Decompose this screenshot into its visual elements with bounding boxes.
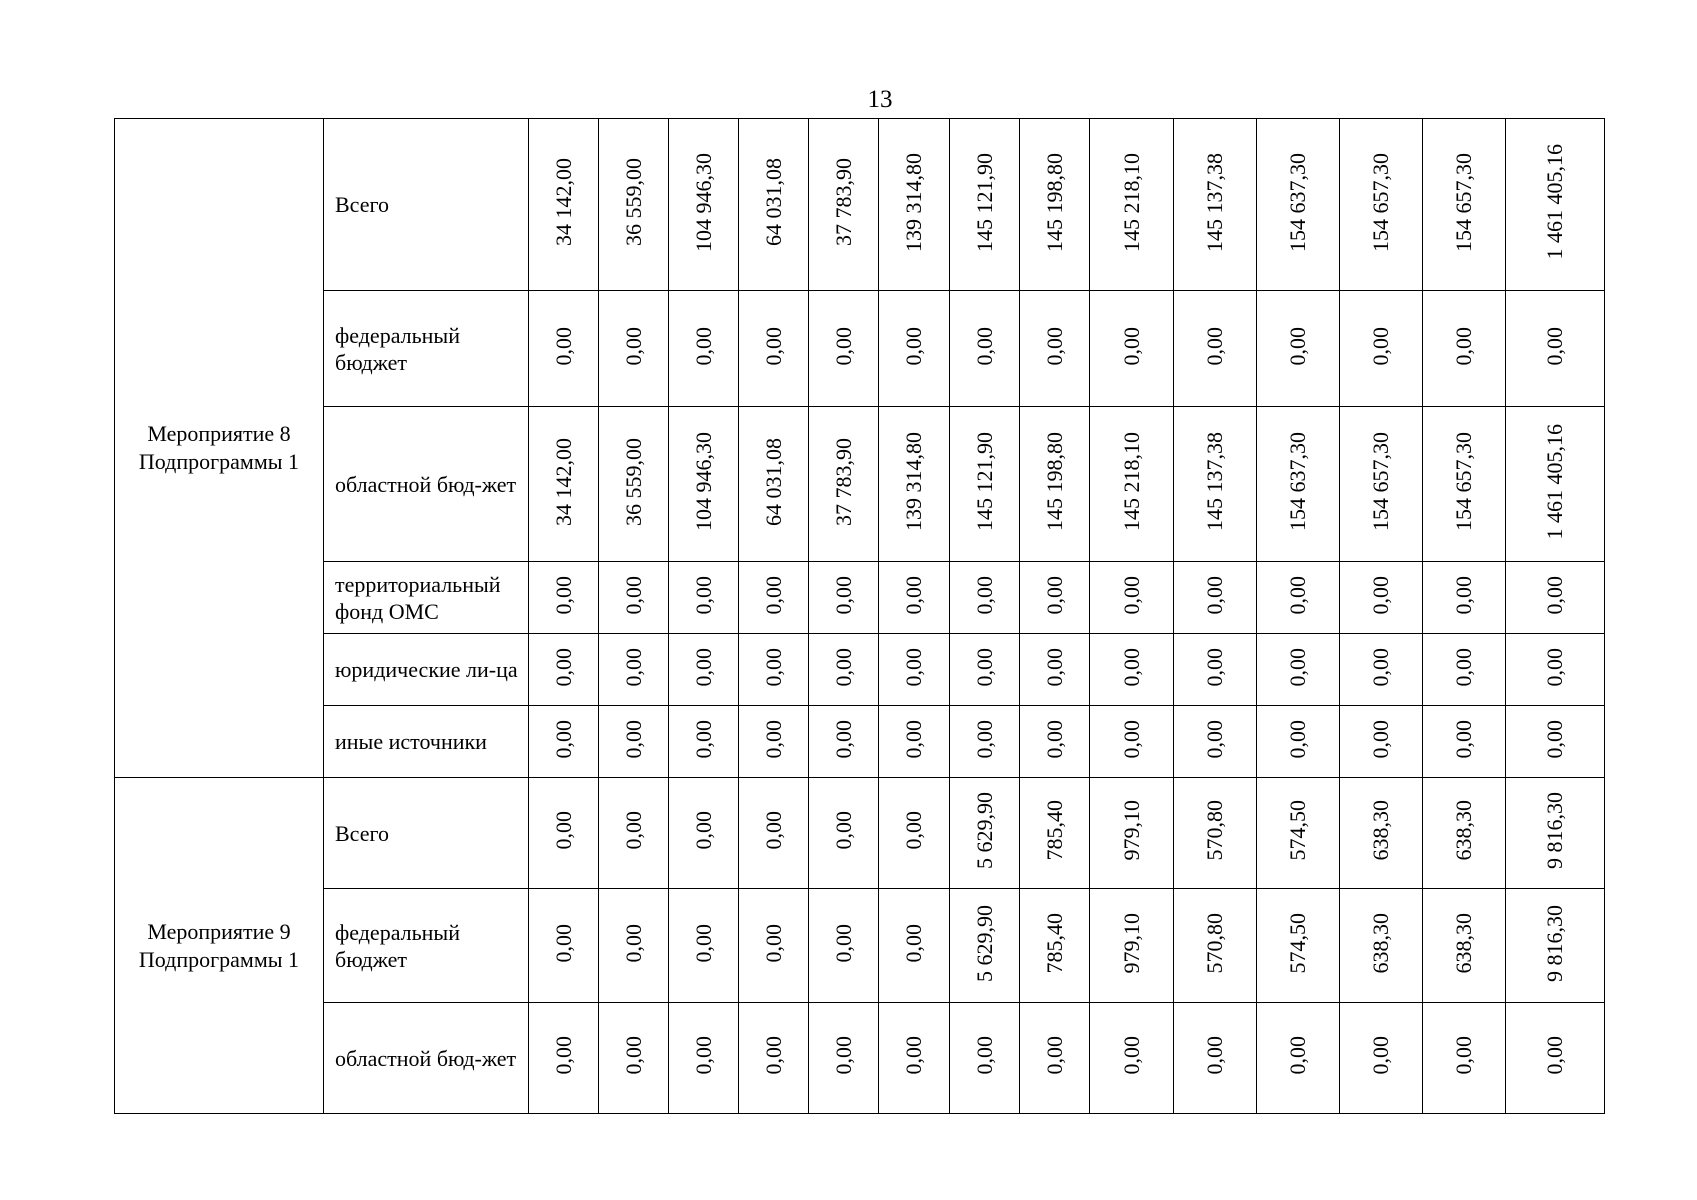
event-name-cell	[115, 778, 324, 1114]
value-text: 145 137,38	[1202, 432, 1227, 531]
value-cell	[669, 706, 739, 778]
value-cell	[1174, 706, 1257, 778]
value-cell	[1340, 634, 1423, 706]
value-cell	[1090, 407, 1174, 562]
value-cell	[599, 778, 669, 889]
value-cell	[1423, 706, 1506, 778]
value-text: 0,00	[1118, 719, 1144, 759]
value-cell	[950, 291, 1020, 407]
value-text: 154 657,30	[1368, 152, 1393, 252]
value-text: 0,00	[1451, 1036, 1476, 1075]
value-cell	[950, 889, 1020, 1003]
value-text: 0,00	[1118, 1036, 1144, 1075]
value-cell	[529, 634, 599, 706]
value-cell	[1423, 778, 1506, 889]
value-cell	[950, 562, 1020, 634]
value-cell	[1423, 562, 1506, 634]
value-text: 0,00	[1542, 575, 1567, 615]
funding-source-cell: федеральный бюджет	[324, 889, 529, 1003]
value-text: 145 218,10	[1118, 152, 1144, 252]
value-cell	[1020, 407, 1090, 562]
value-text: 0,00	[1451, 647, 1476, 687]
value-text: 154 657,30	[1451, 152, 1476, 252]
value-cell	[1340, 119, 1423, 291]
value-text: 0,00	[1202, 326, 1227, 366]
value-cell	[669, 407, 739, 562]
value-cell	[1174, 291, 1257, 407]
value-text: 0,00	[1041, 647, 1067, 687]
value-text: 0,00	[1202, 647, 1227, 687]
value-cell	[739, 291, 809, 407]
value-cell	[1506, 1003, 1605, 1114]
value-text: 37 783,90	[830, 158, 856, 246]
funding-source-cell: Всего	[324, 778, 529, 889]
value-text: 0,00	[830, 575, 856, 615]
value-cell	[739, 407, 809, 562]
table-row	[115, 778, 1605, 889]
value-text: 0,00	[1202, 719, 1227, 759]
value-text: 0,00	[550, 811, 576, 850]
value-cell	[1423, 889, 1506, 1003]
value-text: 145 121,90	[971, 432, 997, 531]
value-text: 0,00	[1542, 326, 1567, 366]
value-cell	[809, 291, 879, 407]
value-cell	[529, 778, 599, 889]
value-text: 104 946,30	[690, 152, 716, 252]
value-text: 570,80	[1202, 800, 1227, 861]
value-text: 0,00	[760, 923, 786, 963]
value-cell	[1506, 562, 1605, 634]
value-cell	[879, 1003, 950, 1114]
value-cell	[669, 291, 739, 407]
value-cell	[1090, 634, 1174, 706]
value-text: 574,50	[1285, 800, 1310, 861]
value-text: 0,00	[760, 647, 786, 687]
event-name-line: Мероприятие 8	[147, 421, 291, 446]
value-cell	[1340, 778, 1423, 889]
value-text: 139 314,80	[901, 152, 926, 252]
value-text: 145 121,90	[971, 152, 997, 252]
value-text: 0,00	[971, 719, 997, 759]
value-text: 0,00	[830, 811, 856, 850]
value-text: 0,00	[830, 923, 856, 963]
value-text: 0,00	[620, 647, 646, 687]
value-text: 145 198,80	[1041, 152, 1067, 252]
value-cell	[1340, 889, 1423, 1003]
value-cell	[599, 562, 669, 634]
value-cell	[739, 889, 809, 1003]
value-cell	[1506, 407, 1605, 562]
event-name-line: Подпрограммы 1	[138, 449, 300, 474]
value-text: 34 142,00	[550, 158, 576, 246]
value-cell	[1020, 634, 1090, 706]
value-text: 104 946,30	[690, 432, 716, 531]
table-row	[115, 407, 1605, 562]
funding-source-cell: иные источники	[324, 706, 529, 778]
value-text: 0,00	[690, 326, 716, 366]
value-cell	[1090, 119, 1174, 291]
value-cell	[1257, 778, 1340, 889]
value-text: 64 031,08	[760, 158, 786, 246]
value-cell	[809, 119, 879, 291]
value-text: 0,00	[620, 719, 646, 759]
value-cell	[1257, 119, 1340, 291]
value-text: 0,00	[760, 1036, 786, 1075]
value-cell	[1340, 706, 1423, 778]
value-text: 0,00	[1118, 326, 1144, 366]
value-text: 145 198,80	[1041, 432, 1067, 531]
value-cell	[599, 634, 669, 706]
value-cell	[809, 778, 879, 889]
value-cell	[1020, 889, 1090, 1003]
value-cell	[879, 407, 950, 562]
value-text: 0,00	[901, 719, 926, 759]
value-cell	[1020, 119, 1090, 291]
table-row	[115, 706, 1605, 778]
value-text: 1 461 405,16	[1542, 144, 1567, 260]
funding-source-cell: областной бюд-жет	[324, 407, 529, 562]
value-cell	[1257, 291, 1340, 407]
value-text: 0,00	[1285, 647, 1310, 687]
value-text: 0,00	[1041, 575, 1067, 615]
value-text: 36 559,00	[620, 437, 646, 526]
value-text: 0,00	[690, 647, 716, 687]
value-cell	[950, 1003, 1020, 1114]
value-cell	[1174, 119, 1257, 291]
value-cell	[599, 1003, 669, 1114]
value-text: 0,00	[1368, 326, 1393, 366]
value-cell	[669, 119, 739, 291]
value-cell	[1257, 634, 1340, 706]
value-text: 0,00	[1451, 575, 1476, 615]
value-text: 0,00	[1202, 1036, 1227, 1075]
value-cell	[809, 634, 879, 706]
value-cell	[1257, 407, 1340, 562]
value-cell	[1506, 889, 1605, 1003]
value-text: 0,00	[690, 719, 716, 759]
value-cell	[669, 562, 739, 634]
value-text: 34 142,00	[550, 437, 576, 526]
value-cell	[599, 291, 669, 407]
value-text: 0,00	[1285, 575, 1310, 615]
value-cell	[1090, 778, 1174, 889]
value-cell	[1020, 706, 1090, 778]
value-cell	[739, 778, 809, 889]
value-text: 574,50	[1285, 912, 1310, 974]
value-cell	[669, 889, 739, 1003]
value-cell	[1090, 562, 1174, 634]
value-text: 0,00	[550, 923, 576, 963]
value-text: 0,00	[830, 719, 856, 759]
value-text: 9 816,30	[1542, 904, 1567, 982]
value-cell	[809, 562, 879, 634]
event-name-line: Мероприятие 9	[147, 918, 291, 944]
funding-source-cell: областной бюд-жет	[324, 1003, 529, 1114]
value-text: 0,00	[690, 1036, 716, 1075]
value-text: 37 783,90	[830, 437, 856, 526]
value-text: 9 816,30	[1542, 792, 1567, 869]
value-cell	[1257, 562, 1340, 634]
value-text: 0,00	[1285, 1036, 1310, 1075]
value-text: 5 629,90	[971, 792, 997, 869]
value-cell	[529, 889, 599, 1003]
value-cell	[1020, 291, 1090, 407]
value-text: 0,00	[760, 719, 786, 759]
value-text: 0,00	[620, 1036, 646, 1075]
value-cell	[669, 778, 739, 889]
value-cell	[879, 119, 950, 291]
value-cell	[1506, 778, 1605, 889]
value-cell	[809, 889, 879, 1003]
value-cell	[1340, 562, 1423, 634]
value-cell	[529, 119, 599, 291]
value-text: 0,00	[1542, 719, 1567, 759]
value-cell	[809, 1003, 879, 1114]
value-cell	[1020, 562, 1090, 634]
value-text: 0,00	[620, 326, 646, 366]
value-text: 0,00	[971, 326, 997, 366]
value-text: 0,00	[1542, 1036, 1567, 1075]
value-cell	[1506, 119, 1605, 291]
value-text: 0,00	[550, 575, 576, 615]
value-text: 0,00	[1451, 326, 1476, 366]
value-cell	[950, 634, 1020, 706]
value-cell	[529, 562, 599, 634]
value-text: 0,00	[690, 811, 716, 850]
value-text: 145 218,10	[1118, 432, 1144, 531]
value-text: 0,00	[550, 647, 576, 687]
value-cell	[1090, 291, 1174, 407]
value-text: 0,00	[830, 647, 856, 687]
value-cell	[879, 634, 950, 706]
value-cell	[1174, 634, 1257, 706]
value-text: 570,80	[1202, 912, 1227, 974]
value-text: 64 031,08	[760, 437, 786, 526]
value-cell	[669, 1003, 739, 1114]
value-text: 0,00	[1202, 575, 1227, 615]
value-cell	[1257, 1003, 1340, 1114]
value-text: 154 657,30	[1368, 432, 1393, 531]
value-text: 0,00	[1041, 326, 1067, 366]
value-cell	[1506, 291, 1605, 407]
value-text: 0,00	[620, 923, 646, 963]
table-row	[115, 634, 1605, 706]
value-cell	[1340, 291, 1423, 407]
value-text: 0,00	[1451, 719, 1476, 759]
value-text: 638,30	[1451, 912, 1476, 974]
value-text: 0,00	[620, 811, 646, 850]
value-cell	[879, 562, 950, 634]
value-text: 0,00	[1368, 575, 1393, 615]
table-row	[115, 291, 1605, 407]
value-text: 154 637,30	[1285, 152, 1310, 252]
value-text: 0,00	[830, 326, 856, 366]
value-text: 0,00	[901, 647, 926, 687]
value-cell	[879, 778, 950, 889]
value-text: 0,00	[550, 1036, 576, 1075]
value-text: 979,10	[1118, 912, 1144, 974]
value-text: 0,00	[1118, 647, 1144, 687]
value-text: 0,00	[1368, 1036, 1393, 1075]
funding-source-cell: юридические ли-ца	[324, 634, 529, 706]
value-cell	[669, 634, 739, 706]
value-text: 0,00	[901, 1036, 926, 1075]
value-cell	[1174, 889, 1257, 1003]
value-cell	[950, 119, 1020, 291]
value-text: 5 629,90	[971, 904, 997, 982]
value-cell	[879, 706, 950, 778]
value-text: 0,00	[901, 575, 926, 615]
value-cell	[599, 706, 669, 778]
funding-source-cell: Всего	[324, 119, 529, 291]
value-cell	[1090, 706, 1174, 778]
value-text: 638,30	[1451, 800, 1476, 861]
value-text: 0,00	[901, 326, 926, 366]
value-cell	[809, 706, 879, 778]
event-name-line: Подпрограммы 1	[138, 946, 300, 972]
table-row	[115, 562, 1605, 634]
value-text: 0,00	[760, 575, 786, 615]
value-text: 0,00	[1285, 326, 1310, 366]
value-cell	[599, 119, 669, 291]
value-text: 0,00	[1542, 647, 1567, 687]
value-cell	[529, 1003, 599, 1114]
value-cell	[1423, 291, 1506, 407]
value-cell	[739, 562, 809, 634]
value-text: 0,00	[1041, 1036, 1067, 1075]
value-text: 36 559,00	[620, 158, 646, 246]
value-text: 0,00	[901, 923, 926, 963]
value-text: 0,00	[971, 1036, 997, 1075]
value-cell	[1090, 1003, 1174, 1114]
table-row	[115, 889, 1605, 1003]
value-text: 0,00	[620, 575, 646, 615]
value-text: 0,00	[901, 811, 926, 850]
event-name-cell	[115, 119, 324, 778]
value-cell	[739, 634, 809, 706]
value-text: 0,00	[550, 719, 576, 759]
value-cell	[1090, 889, 1174, 1003]
value-text: 145 137,38	[1202, 152, 1227, 252]
value-text: 0,00	[690, 575, 716, 615]
value-text: 0,00	[1368, 647, 1393, 687]
value-text: 0,00	[690, 923, 716, 963]
value-text: 154 657,30	[1451, 432, 1476, 531]
value-cell	[1020, 778, 1090, 889]
value-cell	[1174, 562, 1257, 634]
value-cell	[739, 119, 809, 291]
value-cell	[1423, 1003, 1506, 1114]
table-row	[115, 119, 1605, 291]
value-cell	[1506, 634, 1605, 706]
value-cell	[739, 1003, 809, 1114]
value-text: 0,00	[971, 647, 997, 687]
value-cell	[1340, 1003, 1423, 1114]
budget-table	[114, 118, 1605, 1114]
value-text: 0,00	[1118, 575, 1144, 615]
funding-source-cell: территориальный фонд ОМС	[324, 562, 529, 634]
value-cell	[529, 407, 599, 562]
value-text: 0,00	[760, 326, 786, 366]
value-cell	[879, 291, 950, 407]
table-row	[115, 1003, 1605, 1114]
value-cell	[739, 706, 809, 778]
value-cell	[1423, 634, 1506, 706]
value-text: 1 461 405,16	[1542, 423, 1567, 540]
value-cell	[1506, 706, 1605, 778]
value-cell	[1174, 778, 1257, 889]
value-text: 979,10	[1118, 800, 1144, 861]
value-text: 785,40	[1041, 800, 1067, 861]
value-cell	[1257, 706, 1340, 778]
value-cell	[599, 889, 669, 1003]
value-text: 0,00	[971, 575, 997, 615]
value-text: 0,00	[1041, 719, 1067, 759]
page-number: 13	[867, 86, 893, 113]
value-cell	[1423, 407, 1506, 562]
value-cell	[1257, 889, 1340, 1003]
value-text: 0,00	[1285, 719, 1310, 759]
value-cell	[1340, 407, 1423, 562]
value-cell	[950, 778, 1020, 889]
value-cell	[809, 407, 879, 562]
value-cell	[879, 889, 950, 1003]
value-cell	[1423, 119, 1506, 291]
value-text: 638,30	[1368, 800, 1393, 861]
value-cell	[529, 706, 599, 778]
value-cell	[1174, 1003, 1257, 1114]
value-text: 0,00	[550, 326, 576, 366]
value-text: 638,30	[1368, 912, 1393, 974]
value-cell	[1174, 407, 1257, 562]
value-text: 139 314,80	[901, 432, 926, 531]
value-cell	[529, 291, 599, 407]
value-text: 785,40	[1041, 912, 1067, 974]
value-cell	[1020, 1003, 1090, 1114]
funding-source-cell: федеральный бюджет	[324, 291, 529, 407]
value-cell	[950, 706, 1020, 778]
value-text: 0,00	[830, 1036, 856, 1075]
value-text: 0,00	[760, 811, 786, 850]
value-cell	[950, 407, 1020, 562]
value-cell	[599, 407, 669, 562]
value-text: 0,00	[1368, 719, 1393, 759]
value-text: 154 637,30	[1285, 432, 1310, 531]
